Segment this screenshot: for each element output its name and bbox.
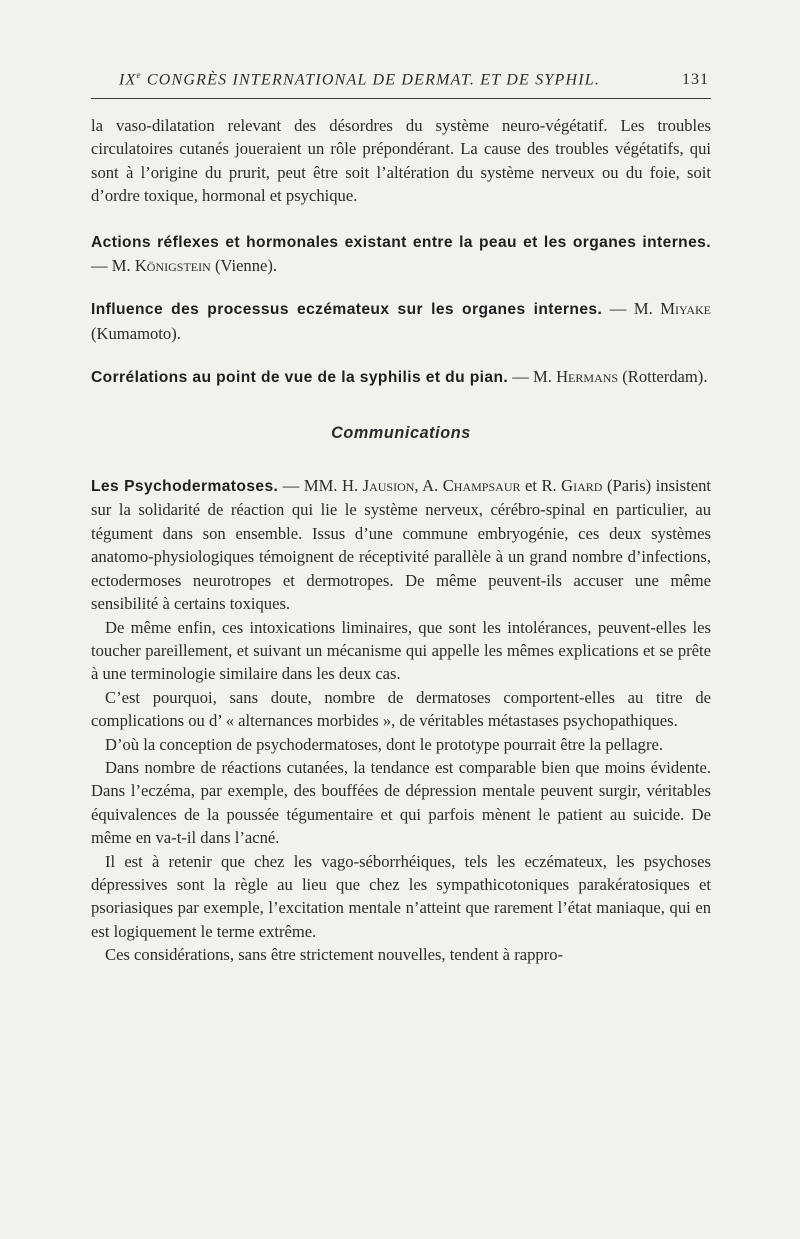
- page-body: [91, 114, 711, 967]
- entry-title: Corrélations au point de vue de la syphilis et du pian.: [91, 369, 509, 387]
- communication-title: Les Psychodermatoses.: [91, 478, 279, 496]
- paragraph: D’où la conception de psychodermatoses, dont le prototype pourrait être la pellagre.: [105, 734, 664, 754]
- communication-sep-1: , A.: [414, 476, 443, 496]
- communication-authors-prefix: MM. H.: [303, 476, 363, 496]
- entry-author: Miyake: [660, 299, 712, 319]
- communication-author-2: Champsaur: [442, 476, 521, 496]
- entry-miyake: [91, 297, 711, 345]
- entry-author: Königstein: [134, 256, 211, 276]
- entry-dash: —: [602, 299, 634, 319]
- paragraph: Dans nombre de réactions cutanées, la tendance est comparable bien que moins évidente. Dans l’eczéma, par exemple, des bouffées de dépression mentale peuvent surgir, véritables équivalences de la poussée tégumentaire et qui parfois mènent le patient au suicide. De même en va-t-il dans l’acné.: [91, 757, 711, 848]
- entry-place: (Kumamoto).: [91, 323, 181, 343]
- entry-place: (Vienne).: [210, 256, 278, 276]
- communication-author-1: Jausion: [362, 476, 415, 496]
- header-title-main: IX: [119, 71, 137, 89]
- header-title-rest: CONGRÈS INTERNATIONAL DE DERMAT. ET DE SYPHIL.: [141, 71, 601, 89]
- running-header-title: [119, 70, 600, 89]
- entry-prefix: M.: [633, 299, 661, 319]
- paragraph: De même enfin, ces intoxications liminaires, que sont les intolérances, peuvent-elles les toucher pareillement, et suivant un mécanisme qui appelle les mêmes explications et se prête à une terminologie similaire dans les deux cas.: [91, 617, 711, 684]
- paragraph: Ces considérations, sans être strictement nouvelles, tendent à rappro-: [105, 945, 564, 965]
- entry-dash: —: [508, 367, 534, 387]
- communication-psychodermatoses: [91, 474, 711, 615]
- communication-sep-2: et R.: [520, 476, 562, 496]
- entry-title: Influence des processus eczémateux sur les organes internes.: [91, 301, 603, 319]
- communication-dash: —: [278, 476, 304, 496]
- entry-konigstein: [91, 230, 711, 278]
- paragraph: C’est pourquoi, sans doute, nombre de dermatoses comportent-elles au titre de complications ou d’ « alternances morbides », de véritables métastases psychopathiques.: [91, 687, 711, 731]
- entry-author: Hermans: [556, 367, 619, 387]
- communication-text: (Paris) insistent sur la solidarité de réaction qui lie le système nerveux, cérébro-spinal en particulier, au tégument dans son ensemble. Issus d’une commune embryogénie, ces deux systèmes anatomo-physiologiques témoignent de réceptivité parallèle à un grand nombre d’infections, ectodermoses neurotropes et dermotropes. De même peuvent-ils accuser une même sensibilité à certains toxiques.: [91, 476, 711, 614]
- intro-paragraph: la vaso-dilatation relevant des désordres du système neuro-végétatif. Les troubles circulatoires cutanés joueraient un rôle prépondérant. La cause des troubles végétatifs, qui sont à l’origine du prurit, peut être soit l’altération du système nerveux ou du foie, soit d’ordre toxique, hormonal et psychique.: [91, 116, 711, 206]
- entry-place: (Rotterdam).: [618, 367, 708, 387]
- entry-prefix: M.: [533, 367, 557, 387]
- entry-title: Actions réflexes et hormonales existant entre la peau et les organes internes.: [91, 233, 711, 251]
- entry-dash: —: [91, 256, 112, 276]
- entry-prefix: M.: [111, 256, 135, 276]
- paragraph: Il est à retenir que chez les vago-séborrhéiques, tels les eczémateux, les psychoses dépressives sont la règle au lieu que chez les sympathicotoniques parakératosiques et psoriasiques par exemple, l’excitation mentale n’atteint que rarement l’état maniaque, qui en est logiquement le terme extrême.: [91, 851, 711, 941]
- header-title-superscript: e: [136, 70, 142, 80]
- entry-hermans: [91, 365, 711, 389]
- section-heading-communications: Communications: [331, 423, 471, 442]
- book-page: [91, 70, 711, 967]
- communication-author-3: Giard: [561, 476, 603, 496]
- page-number: 131: [682, 71, 709, 89]
- running-header: [91, 70, 711, 99]
